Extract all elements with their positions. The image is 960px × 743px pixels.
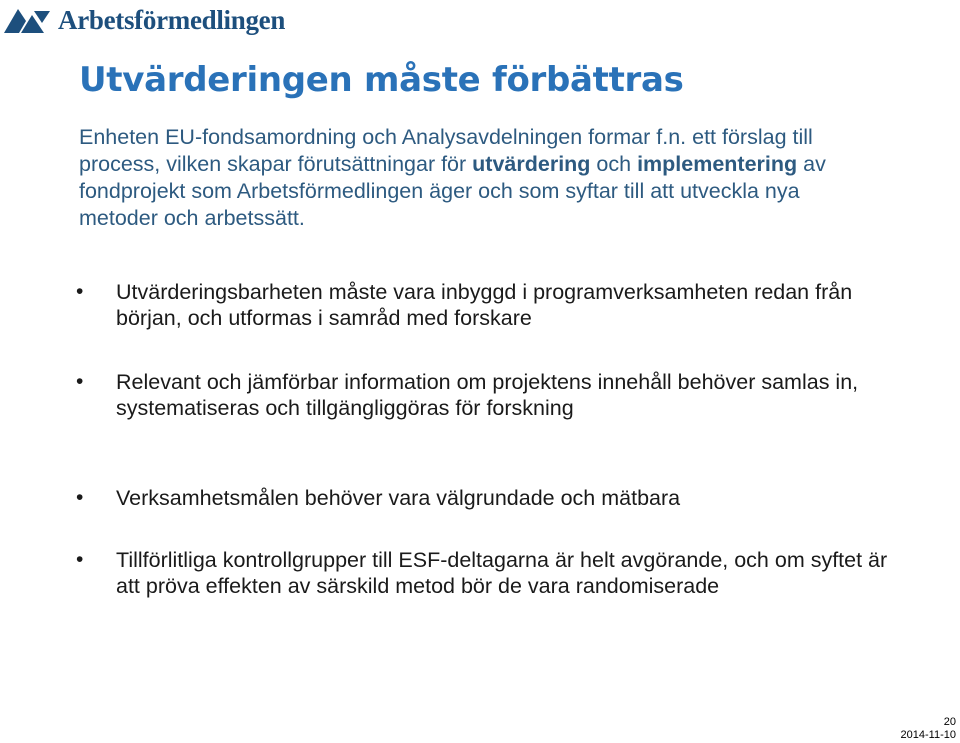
intro-text-3: av fondprojekt som Arbetsförmedlingen äger och som syftar till att utveckla nya metoder och arbetssätt. — [79, 152, 826, 230]
logo-text: Arbetsförmedlingen — [58, 4, 286, 35]
page-number: 20 — [943, 716, 956, 728]
logo — [4, 2, 285, 38]
intro-text-1: Enheten EU-fondsamordning och Analysavdelningen formar f.n. ett förslag till process, vilken skapar förutsättningar för — [79, 125, 813, 176]
bullet-item: • Verksamhetsmålen behöver vara välgrundade och mätbara — [72, 485, 892, 547]
intro-bold-utvardering: utvärdering — [472, 152, 591, 176]
slide-title: Utvärderingen måste förbättras — [79, 60, 684, 100]
bullet-item: • Relevant och jämförbar information om projektens innehåll behöver samlas in, systematiseras och tillgängliggöras för forskning — [72, 369, 892, 485]
intro-bold-implementering: implementering — [637, 152, 798, 176]
intro-text-2: och — [590, 152, 638, 176]
arbetsformedlingen-logo-icon — [4, 5, 52, 35]
intro-paragraph — [79, 124, 879, 232]
bullet-item: • Tillförlitliga kontrollgrupper till ESF-deltagarna är helt avgörande, och om syftet är att pröva effekten av särskild metod bör de vara randomiserade — [72, 547, 892, 627]
bullet-item: • Utvärderingsbarheten måste vara inbyggd i programverksamheten redan från början, och utformas i samråd med forskare — [72, 279, 892, 369]
bullet-list — [72, 279, 892, 627]
page-date: 2014-11-10 — [900, 729, 956, 741]
